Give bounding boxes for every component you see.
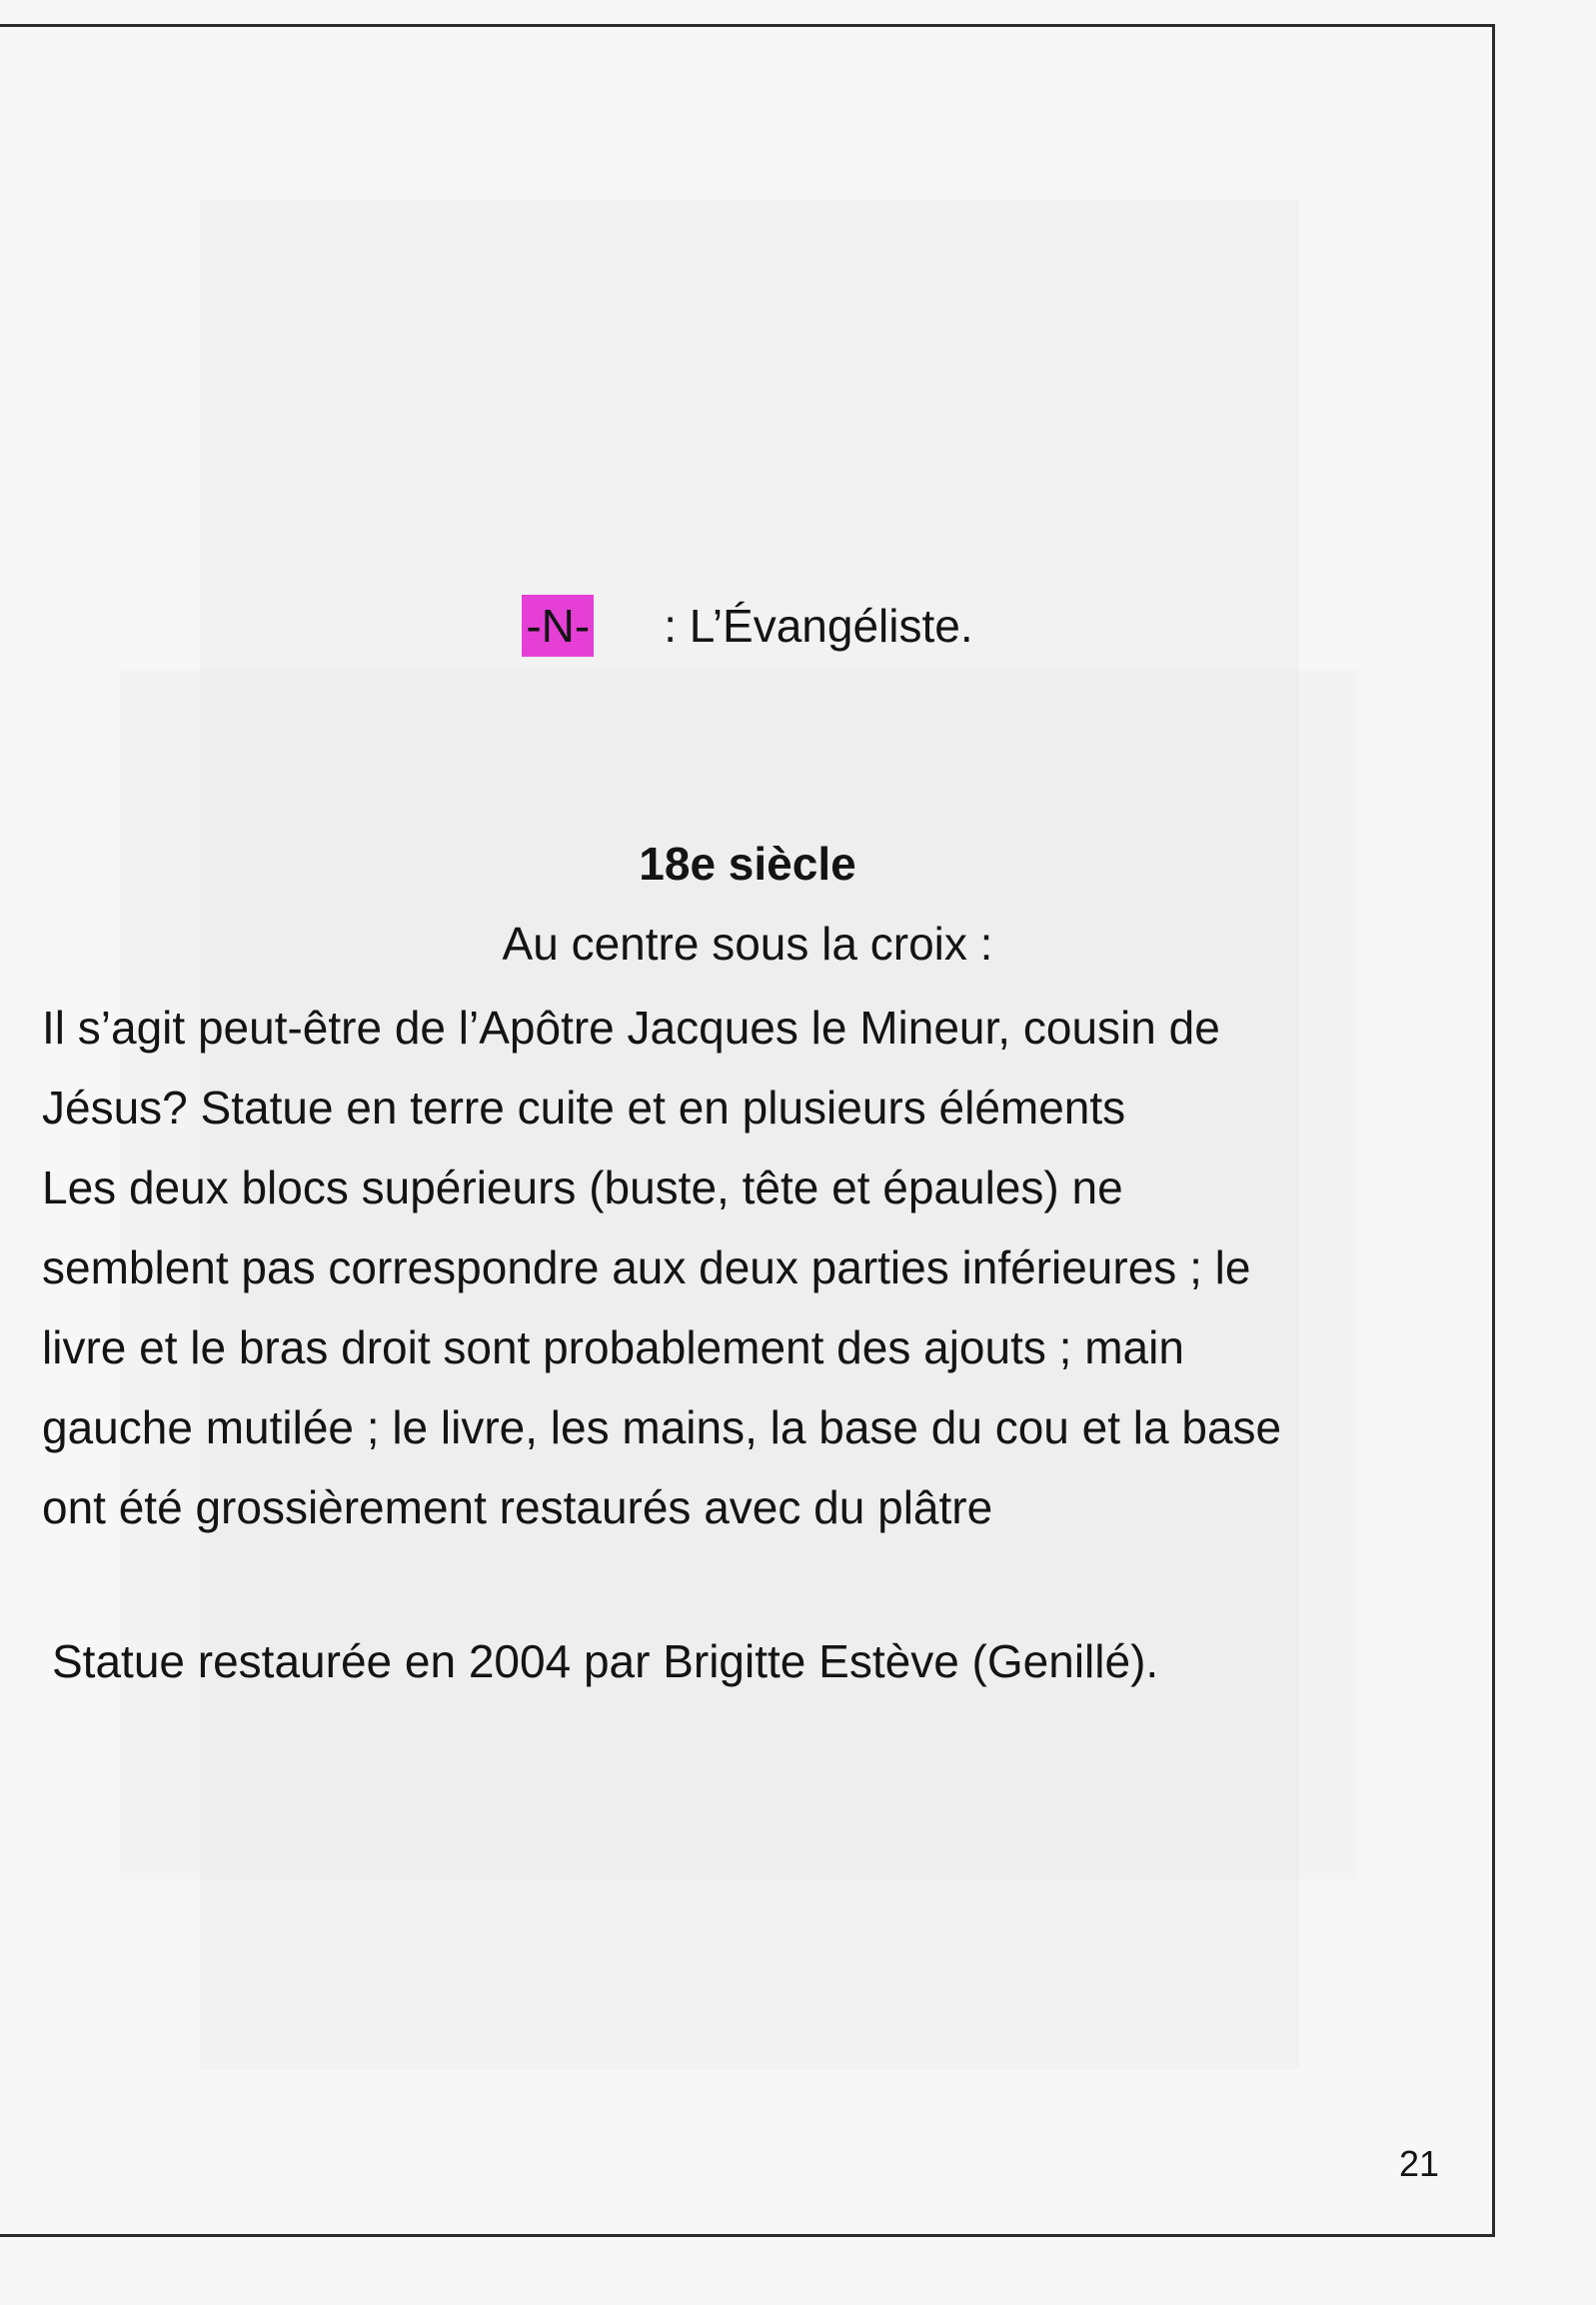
description-line: ont été grossièrement restaurés avec du plâtre bbox=[42, 1481, 993, 1533]
entry-title: : L’Évangéliste. bbox=[664, 600, 973, 652]
description-line: Il s’agit peut-être de l’Apôtre Jacques le Mineur, cousin de bbox=[42, 1002, 1220, 1054]
page-number: 21 bbox=[1399, 2143, 1440, 2184]
description-paragraph bbox=[42, 988, 1461, 1547]
description-line: Jésus? Statue en terre cuite et en plusieurs éléments bbox=[42, 1082, 1126, 1134]
century-heading: 18e siècle bbox=[639, 838, 856, 890]
description-line: livre et le bras droit sont probablement des ajouts ; main bbox=[42, 1321, 1184, 1373]
description-line: semblent pas correspondre aux deux parties inférieures ; le bbox=[42, 1241, 1251, 1293]
description-line: Les deux blocs supérieurs (buste, tête et épaules) ne bbox=[42, 1161, 1123, 1213]
description-line: gauche mutilée ; le livre, les mains, la base du cou et la base bbox=[42, 1401, 1282, 1453]
restoration-note: Statue restaurée en 2004 par Brigitte Estève (Genillé). bbox=[52, 1635, 1159, 1687]
location-subtitle: Au centre sous la croix : bbox=[502, 918, 993, 970]
entry-tag: -N- bbox=[522, 595, 594, 657]
entry-heading bbox=[0, 590, 1495, 662]
